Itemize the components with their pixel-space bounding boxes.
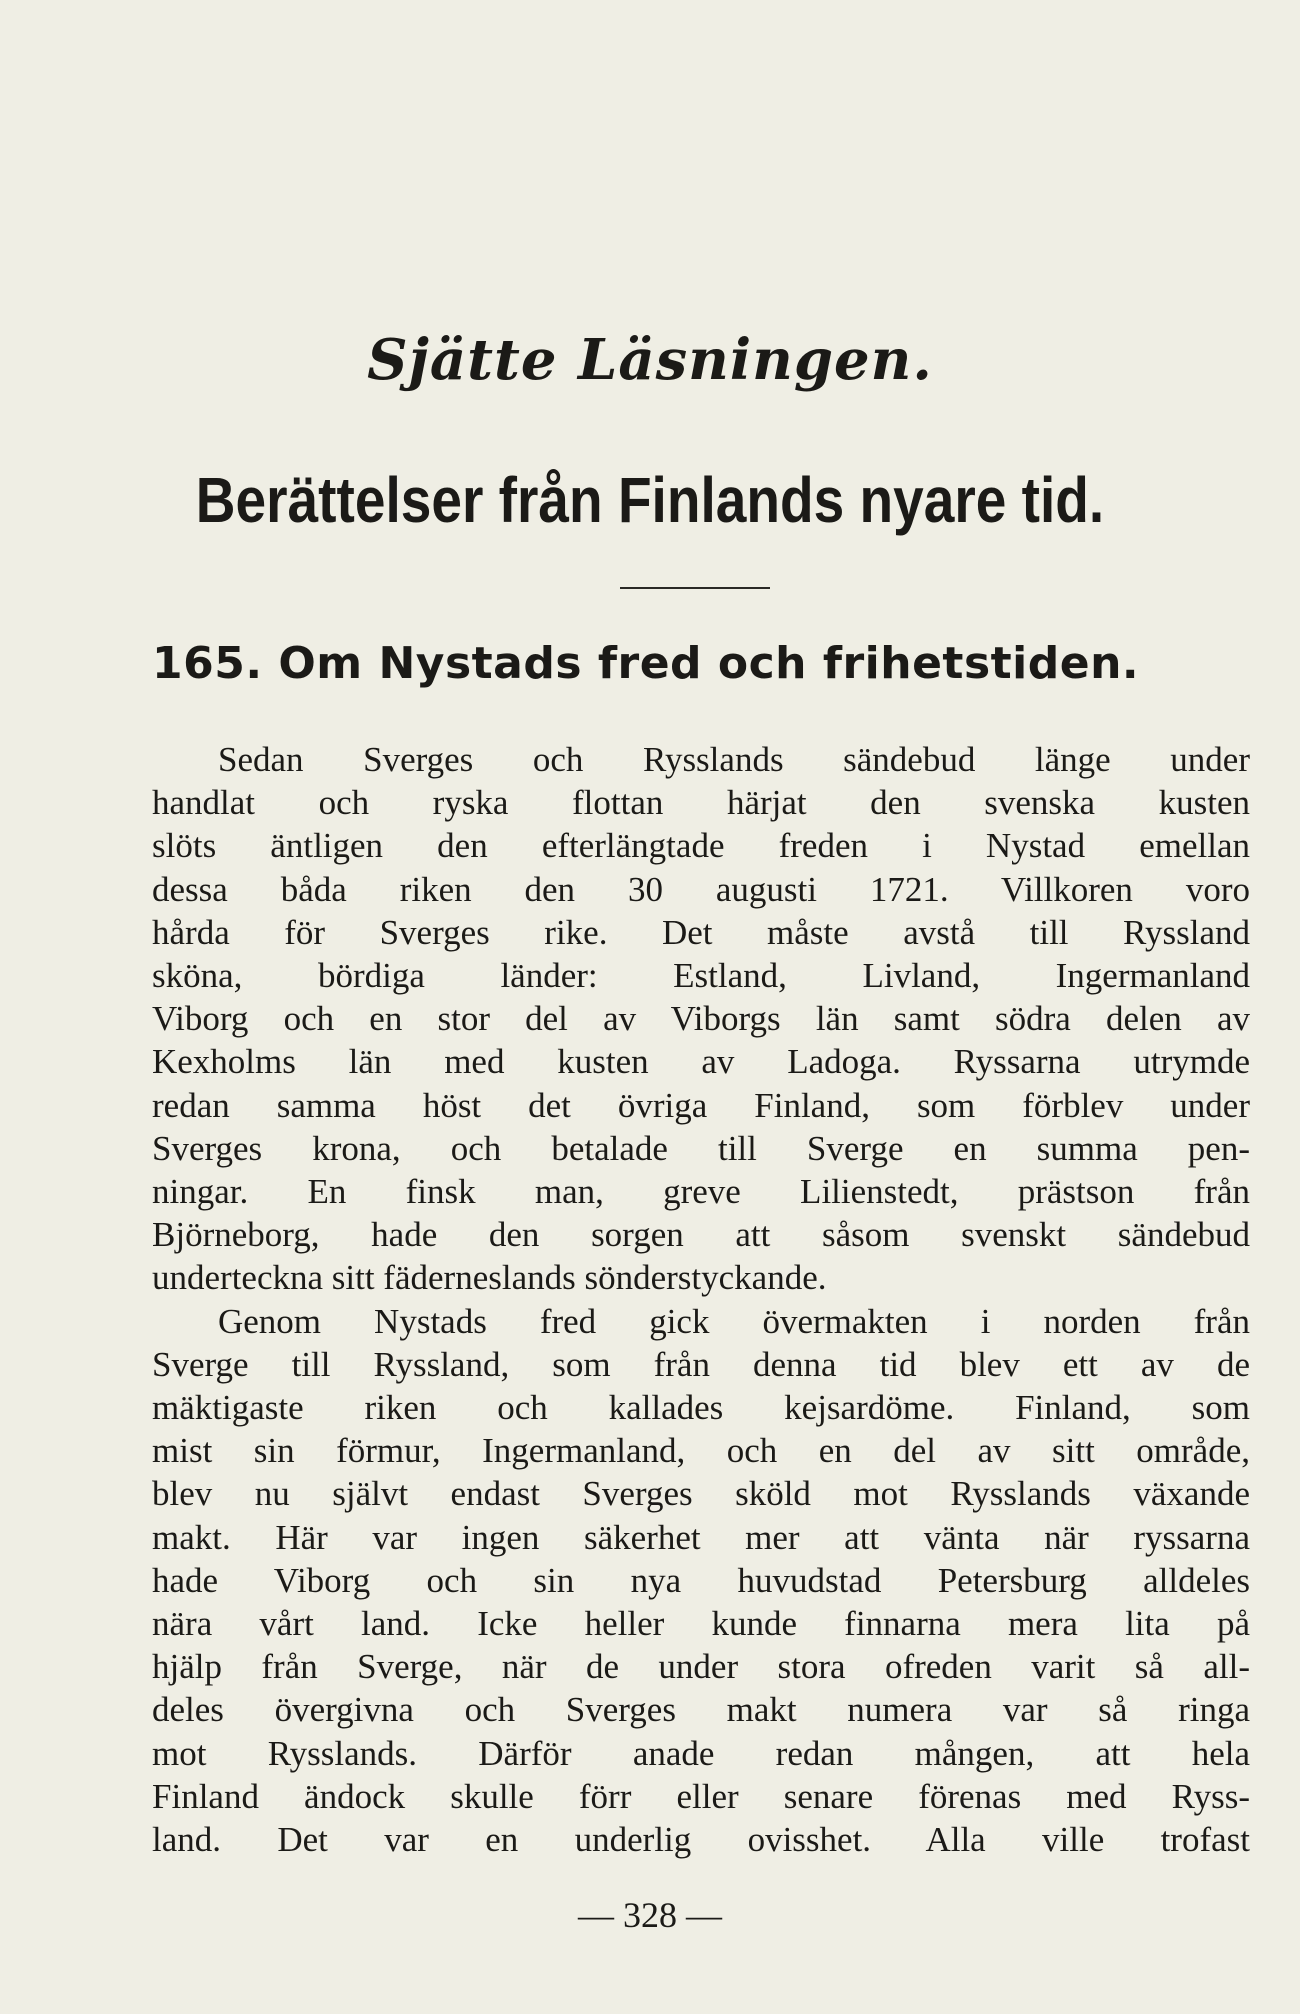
page-number: — 328 —: [578, 1895, 722, 1935]
text-line: mot Rysslands. Därför anade redan mången, att hela: [152, 1733, 1250, 1773]
text-line: land. Det var en underlig ovisshet. Alla ville trofast: [152, 1820, 1250, 1860]
text-line: Kexholms län med kusten av Ladoga. Ryssarna utrymde: [152, 1042, 1250, 1082]
text-line: Sverge till Ryssland, som från denna tid blev ett av de: [152, 1344, 1250, 1384]
text-line: hårda för Sverges rike. Det måste avstå till Ryssland: [152, 912, 1250, 952]
text-line: Björneborg, hade den sorgen att såsom svenskt sändebud: [152, 1215, 1250, 1255]
text-line: hjälp från Sverge, när de under stora ofreden varit så all-: [152, 1647, 1250, 1687]
text-line: nära vårt land. Icke heller kunde finnarna mera lita på: [152, 1604, 1250, 1644]
text-line: dessa båda riken den 30 augusti 1721. Villkoren voro: [152, 869, 1250, 909]
section-heading: 165. Om Nystads fred och frihetstiden.: [152, 638, 1140, 689]
text-line: sköna, bördiga länder: Estland, Livland, Ingermanland: [152, 956, 1250, 996]
chapter-title: Sjätte Läsningen.: [367, 327, 933, 393]
text-line: redan samma höst det övriga Finland, som förblev under: [152, 1085, 1250, 1125]
text-line: Viborg och en stor del av Viborgs län samt södra delen av: [152, 999, 1250, 1039]
chapter-subtitle: Berättelser från Finlands nyare tid.: [195, 464, 1105, 536]
text-line: mist sin förmur, Ingermanland, och en del av sitt område,: [152, 1431, 1250, 1471]
text-line: Genom Nystads fred gick övermakten i norden från: [218, 1301, 1250, 1341]
paragraph: [152, 1300, 1250, 1862]
section-divider: [620, 587, 770, 589]
text-line: mäktigaste riken och kallades kejsardöme. Finland, som: [152, 1388, 1250, 1428]
text-line: Sedan Sverges och Rysslands sändebud länge under: [218, 740, 1250, 779]
text-line: Sverges krona, och betalade till Sverge en summa pen-: [152, 1128, 1250, 1168]
text-line: handlat och ryska flottan härjat den svenska kusten: [152, 783, 1250, 823]
text-line: ningar. En finsk man, greve Lilienstedt, prästson från: [152, 1172, 1250, 1212]
text-line: underteckna sitt fäderneslands sönderstyckande.: [152, 1258, 827, 1298]
body-text: [152, 738, 1250, 1861]
text-line: deles övergivna och Sverges makt numera var så ringa: [152, 1690, 1250, 1730]
paragraph: [152, 738, 1250, 1300]
text-line: hade Viborg och sin nya huvudstad Petersburg alldeles: [152, 1560, 1250, 1600]
text-line: blev nu självt endast Sverges sköld mot Rysslands växande: [152, 1474, 1250, 1514]
text-line: makt. Här var ingen säkerhet mer att vänta när ryssarna: [152, 1517, 1250, 1557]
text-line: Finland ändock skulle förr eller senare förenas med Ryss-: [152, 1776, 1250, 1816]
text-line: slöts äntligen den efterlängtade freden i Nystad emellan: [152, 826, 1250, 866]
